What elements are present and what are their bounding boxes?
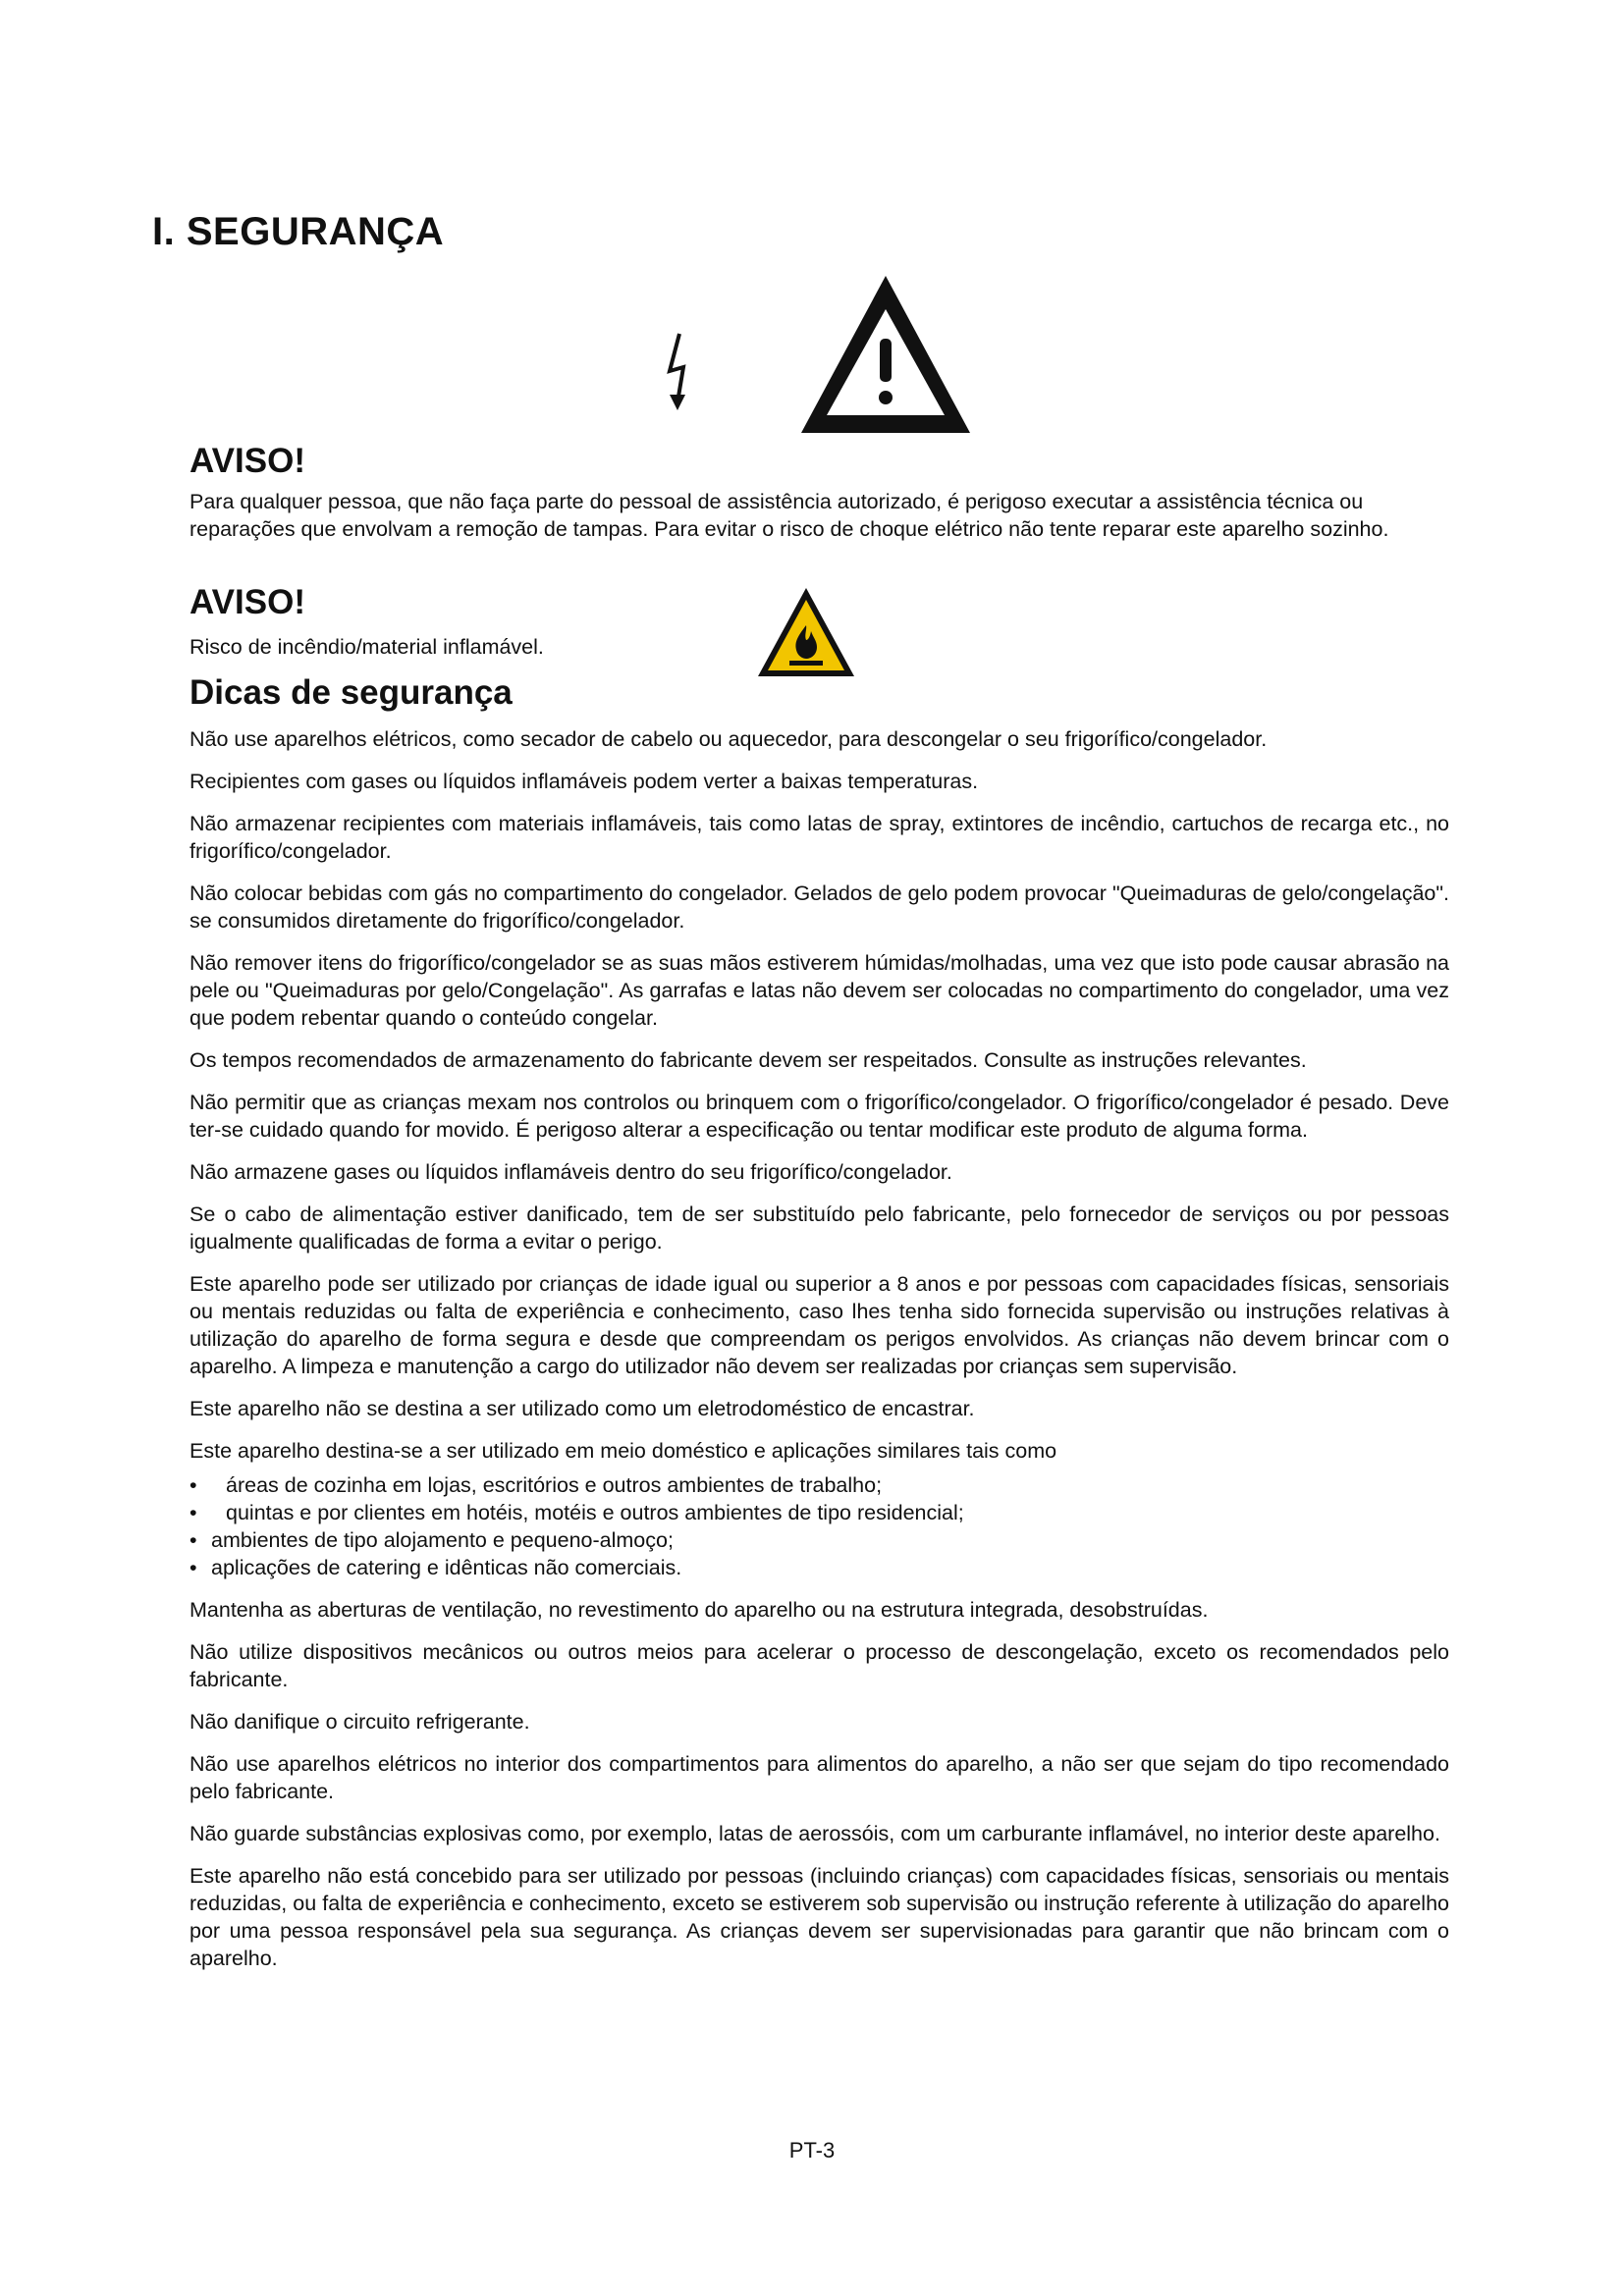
tip-paragraph: Não permitir que as crianças mexam nos controlos ou brinquem com o frigorífico/congelador. O frigorífico/congelador é pesado. Deve ter-se cuidado quando for movido. É perigoso alterar a especificação ou tentar modificar este produto de alguma forma. bbox=[189, 1091, 1449, 1142]
list-item: • aplicações de catering e idênticas não comerciais. bbox=[189, 1556, 682, 1579]
tip-paragraph: Se o cabo de alimentação estiver danificado, tem de ser substituído pelo fabricante, pelo fornecedor de serviços ou por pessoas igualmente qualificadas de forma a evitar o perigo. bbox=[189, 1202, 1449, 1254]
tip-paragraph: Este aparelho pode ser utilizado por crianças de idade igual ou superior a 8 anos e por pessoas com capacidades físicas, sensoriais ou mentais reduzidas ou falta de experiência e conhecimento, caso lhes tenha sido fornecida supervisão ou instruções relativas à utilização do aparelho de forma segura e desde que compreendam os perigos envolvidos. As crianças não devem brincar com o aparelho. A limpeza e manutenção a cargo do utilizador não devem ser realizadas por crianças sem supervisão. bbox=[189, 1272, 1449, 1378]
bullet-icon: • bbox=[189, 1528, 197, 1552]
tip-paragraph: Mantenha as aberturas de ventilação, no revestimento do aparelho ou na estrutura integrada, desobstruídas. bbox=[189, 1598, 1209, 1622]
tip-paragraph: Este aparelho destina-se a ser utilizado em meio doméstico e aplicações similares tais como bbox=[189, 1439, 1057, 1463]
electric-shock-icon bbox=[660, 332, 699, 416]
list-item: • quintas e por clientes em hotéis, motéis e outros ambientes de tipo residencial; bbox=[189, 1501, 964, 1524]
tip-paragraph: Não remover itens do frigorífico/congelador se as suas mãos estiverem húmidas/molhadas, uma vez que isto pode causar abrasão na pele ou "Queimaduras por gelo/Congelação". As garrafas e latas não devem ser colocadas no compartimento do congelador, uma vez que podem rebentar quando o conteúdo congelar. bbox=[189, 951, 1449, 1030]
bullet-icon: • bbox=[189, 1556, 197, 1579]
tip-paragraph: Recipientes com gases ou líquidos inflamáveis podem verter a baixas temperaturas. bbox=[189, 770, 979, 793]
tip-paragraph: Este aparelho não está concebido para ser utilizado por pessoas (incluindo crianças) com capacidades físicas, sensoriais ou mentais reduzidas, ou falta de experiência e conhecimento, exceto se estiverem sob supervisão ou instrução referente à utilização do aparelho por uma pessoa responsável pela sua segurança. As crianças devem ser supervisionadas para garantir que não brincam com o aparelho. bbox=[189, 1864, 1449, 1970]
warning-text-1: Para qualquer pessoa, que não faça parte do pessoal de assistência autorizado, é perigoso executar a assistência técnica ou reparações que envolvam a remoção de tampas. Para evitar o risco de choque elétrico não tente reparar este aparelho sozinho. bbox=[189, 490, 1389, 541]
tips-body bbox=[189, 725, 1449, 1987]
list-item: • áreas de cozinha em lojas, escritórios e outros ambientes de trabalho; bbox=[189, 1473, 883, 1497]
warning-heading-1: AVISO! bbox=[189, 442, 305, 480]
section-title: I. SEGURANÇA bbox=[152, 210, 445, 253]
tips-heading: Dicas de segurança bbox=[189, 673, 513, 712]
tip-paragraph: Não utilize dispositivos mecânicos ou outros meios para acelerar o processo de descongelação, exceto os recomendados pelo fabricante. bbox=[189, 1640, 1449, 1691]
exclamation-triangle-icon bbox=[797, 270, 974, 439]
bullet-icon: • bbox=[189, 1501, 197, 1524]
tip-paragraph: Não armazenar recipientes com materiais inflamáveis, tais como latas de spray, extintores de incêndio, cartuchos de recarga etc., no frigorífico/congelador. bbox=[189, 812, 1449, 863]
tip-paragraph: Não danifique o circuito refrigerante. bbox=[189, 1710, 530, 1734]
warning-text-2: Risco de incêndio/material inflamável. bbox=[189, 635, 544, 659]
tip-paragraph: Não guarde substâncias explosivas como, por exemplo, latas de aerossóis, com um carburante inflamável, no interior deste aparelho. bbox=[189, 1822, 1440, 1845]
tip-paragraph: Não armazene gases ou líquidos inflamáveis dentro do seu frigorífico/congelador. bbox=[189, 1160, 952, 1184]
tip-paragraph: Não use aparelhos elétricos, como secador de cabelo ou aquecedor, para descongelar o seu frigorífico/congelador. bbox=[189, 727, 1268, 751]
usage-list bbox=[189, 1471, 1449, 1581]
tip-paragraph: Não use aparelhos elétricos no interior dos compartimentos para alimentos do aparelho, a não ser que sejam do tipo recomendado pelo fabricante. bbox=[189, 1752, 1449, 1803]
warning-heading-2: AVISO! bbox=[189, 583, 305, 621]
tip-paragraph: Os tempos recomendados de armazenamento do fabricante devem ser respeitados. Consulte as instruções relevantes. bbox=[189, 1048, 1307, 1072]
tip-paragraph: Este aparelho não se destina a ser utilizado como um eletrodoméstico de encastrar. bbox=[189, 1397, 975, 1420]
tip-paragraph: Não colocar bebidas com gás no compartimento do congelador. Gelados de gelo podem provocar "Queimaduras de gelo/congelação". se consumidos diretamente do frigorífico/congelador. bbox=[189, 881, 1449, 933]
list-item: • ambientes de tipo alojamento e pequeno-almoço; bbox=[189, 1528, 674, 1552]
flammable-material-icon bbox=[754, 584, 858, 682]
bullet-icon: • bbox=[189, 1473, 197, 1497]
page-number: PT-3 bbox=[788, 2138, 836, 2163]
